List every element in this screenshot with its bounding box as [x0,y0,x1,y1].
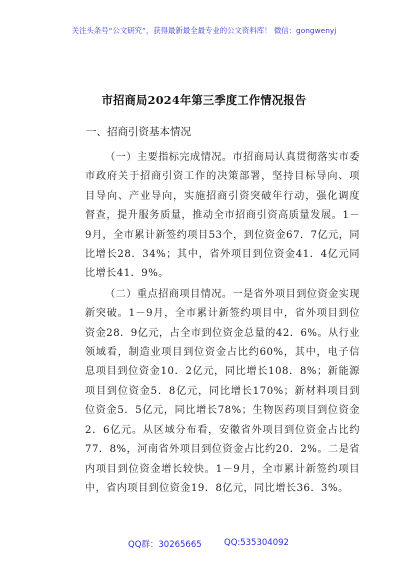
section-heading: 一、招商引资基本情况 [86,126,191,138]
paragraph-key-projects: （二）重点招商项目情况。一是省外项目到位资金实现新突破。1－9月，全市累计新签约项目中，省外项目到位资金28．9亿元，占全市到位资金总量的42．6%。从行业领域看，制造业项目到位资金占比约60%，其中，电子信息项目到位资金10．2亿元，同比增长108．8%；新能源项目到位资金5．8亿元，同比增长170%；新材料项目到位资金5．5亿元，同比增长78%；生物医药项目到位资金2．6亿元。从区域分布看，安徽省外项目到位资金占比约77．8%，河南省外项目到位资金占比约20．2%。二是省内项目到位资金增长较快。1－9月，全市累计新签约项目中，省内项目到位资金19．8亿元，同比增长36．3%。 [85,288,360,494]
document-title: 市招商局2024年第三季度工作情况报告 [101,93,307,107]
footer-qq-contact: QQ:535304092 [224,538,289,548]
document-body [85,148,360,498]
paragraph-main-indicators: （一）主要指标完成情况。市招商局认真贯彻落实市委市政府关于招商引资工作的决策部署，坚持目标导向、项目导向、产业导向，实施招商引资突破年行动，强化调度督查，提升服务质量，推动全市招商引资高质量发展。1－9月，全市累计新签约项目53个，到位资金67．7亿元，同比增长28．34%；其中，省外项目到位资金41．4亿元同比增长41．9%。 [85,152,360,280]
footer-qq-group: QQ群：30265665 [128,540,202,550]
top-banner: 关注头条号“公文研究”，获得最新最全最专业的公文资料库！ 微信：gongwenyj [71,26,337,35]
